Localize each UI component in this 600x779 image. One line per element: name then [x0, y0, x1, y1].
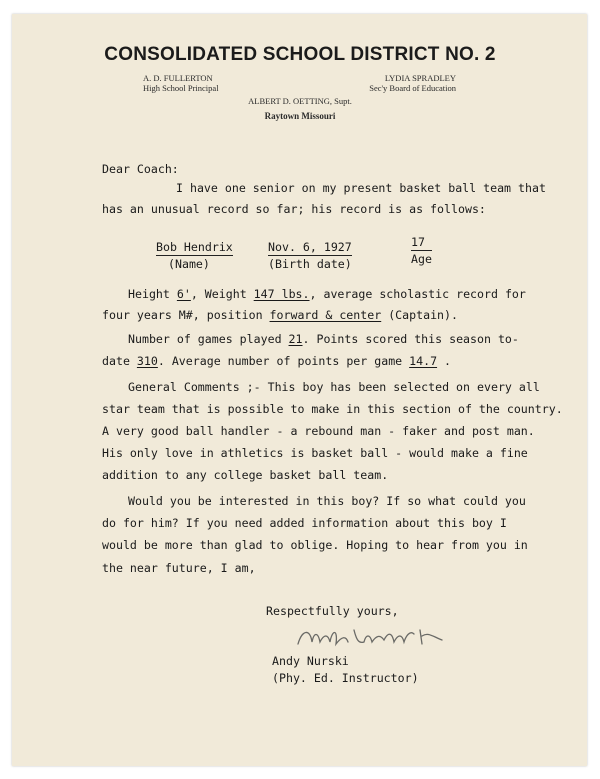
stats-text: . Average number of points per game [157, 354, 410, 368]
superintendent: ALBERT D. OETTING, Supt. [248, 96, 352, 106]
games-line [128, 332, 519, 346]
stats-text: . [437, 354, 452, 368]
closing-line-4: the near future, I am, [102, 561, 256, 575]
secretary-name: LYDIA SPRADLEY [384, 73, 456, 83]
secretary-block [344, 73, 456, 93]
stats-text: . Points scored this season to- [302, 332, 519, 346]
stats-text: , average scholastic record for [309, 287, 526, 301]
stats-text: , position [192, 308, 270, 322]
comments-line-4: His only love in athletics is basket ball - would make a fine [102, 446, 528, 460]
comments-line-2: star team that is possible to make in this section of the country. [102, 402, 563, 416]
weight-value: 147 lbs. [253, 287, 310, 301]
signer-name: Andy Nurski [272, 654, 349, 668]
birth-date-label: (Birth date) [268, 257, 352, 271]
position-value: forward & center [269, 308, 382, 322]
points-line [102, 354, 451, 368]
age: 17 [411, 235, 432, 251]
secretary-title: Sec'y Board of Education [369, 83, 456, 93]
stats-text: (Captain). [381, 308, 458, 322]
stats-text: date [102, 354, 137, 368]
age-field [411, 235, 432, 266]
closing-line-3: would be more than glad to oblige. Hoping to hear from you in [102, 538, 528, 552]
birth-date-field [268, 240, 352, 271]
games-played: 21 [288, 332, 303, 346]
points-scored: 310 [136, 354, 158, 368]
comments-line-5: addition to any college basket ball team. [102, 468, 389, 482]
valediction: Respectfully yours, [266, 604, 399, 618]
closing-line-2: do for him? If you need added information about this boy I [102, 516, 507, 530]
comments-line-1: General Comments ;- This boy has been selected on every all [128, 380, 540, 394]
height-value: 6' [176, 287, 191, 301]
age-label: Age [411, 252, 432, 266]
stats-text: four years M [102, 308, 186, 322]
comments-line-3: A very good ball handler - a rebound man - faker and post man. [102, 424, 535, 438]
salutation: Dear Coach: [102, 162, 179, 176]
principal-title: High School Principal [143, 83, 219, 93]
player-name-label: (Name) [168, 257, 210, 271]
signature-stroke [298, 630, 442, 644]
principal-block [143, 73, 219, 93]
stats-text: , Weight [190, 287, 254, 301]
principal-name: A. D. FULLERTON [143, 73, 213, 83]
birth-date: Nov. 6, 1927 [268, 240, 352, 254]
stats-text: Number of games played [128, 332, 289, 346]
district-title: CONSOLIDATED SCHOOL DISTRICT NO. 2 [104, 44, 496, 65]
stats-line-1 [128, 287, 526, 301]
closing-line-1: Would you be interested in this boy? If so what could you [128, 494, 526, 508]
player-name: Bob Hendrix [156, 240, 233, 254]
stats-text: Height [128, 287, 177, 301]
average-points: 14.7 [409, 354, 438, 368]
signer-title: (Phy. Ed. Instructor) [272, 671, 419, 685]
handwritten-signature [292, 622, 452, 652]
intro-line-1: I have one senior on my present basket ball team that [176, 181, 546, 195]
grade-mark: # [185, 308, 193, 322]
city: Raytown Missouri [264, 111, 336, 121]
player-name-field [156, 240, 233, 271]
intro-line-2: has an unusual record so far; his record is as follows: [102, 202, 486, 216]
stats-line-2 [102, 308, 458, 322]
